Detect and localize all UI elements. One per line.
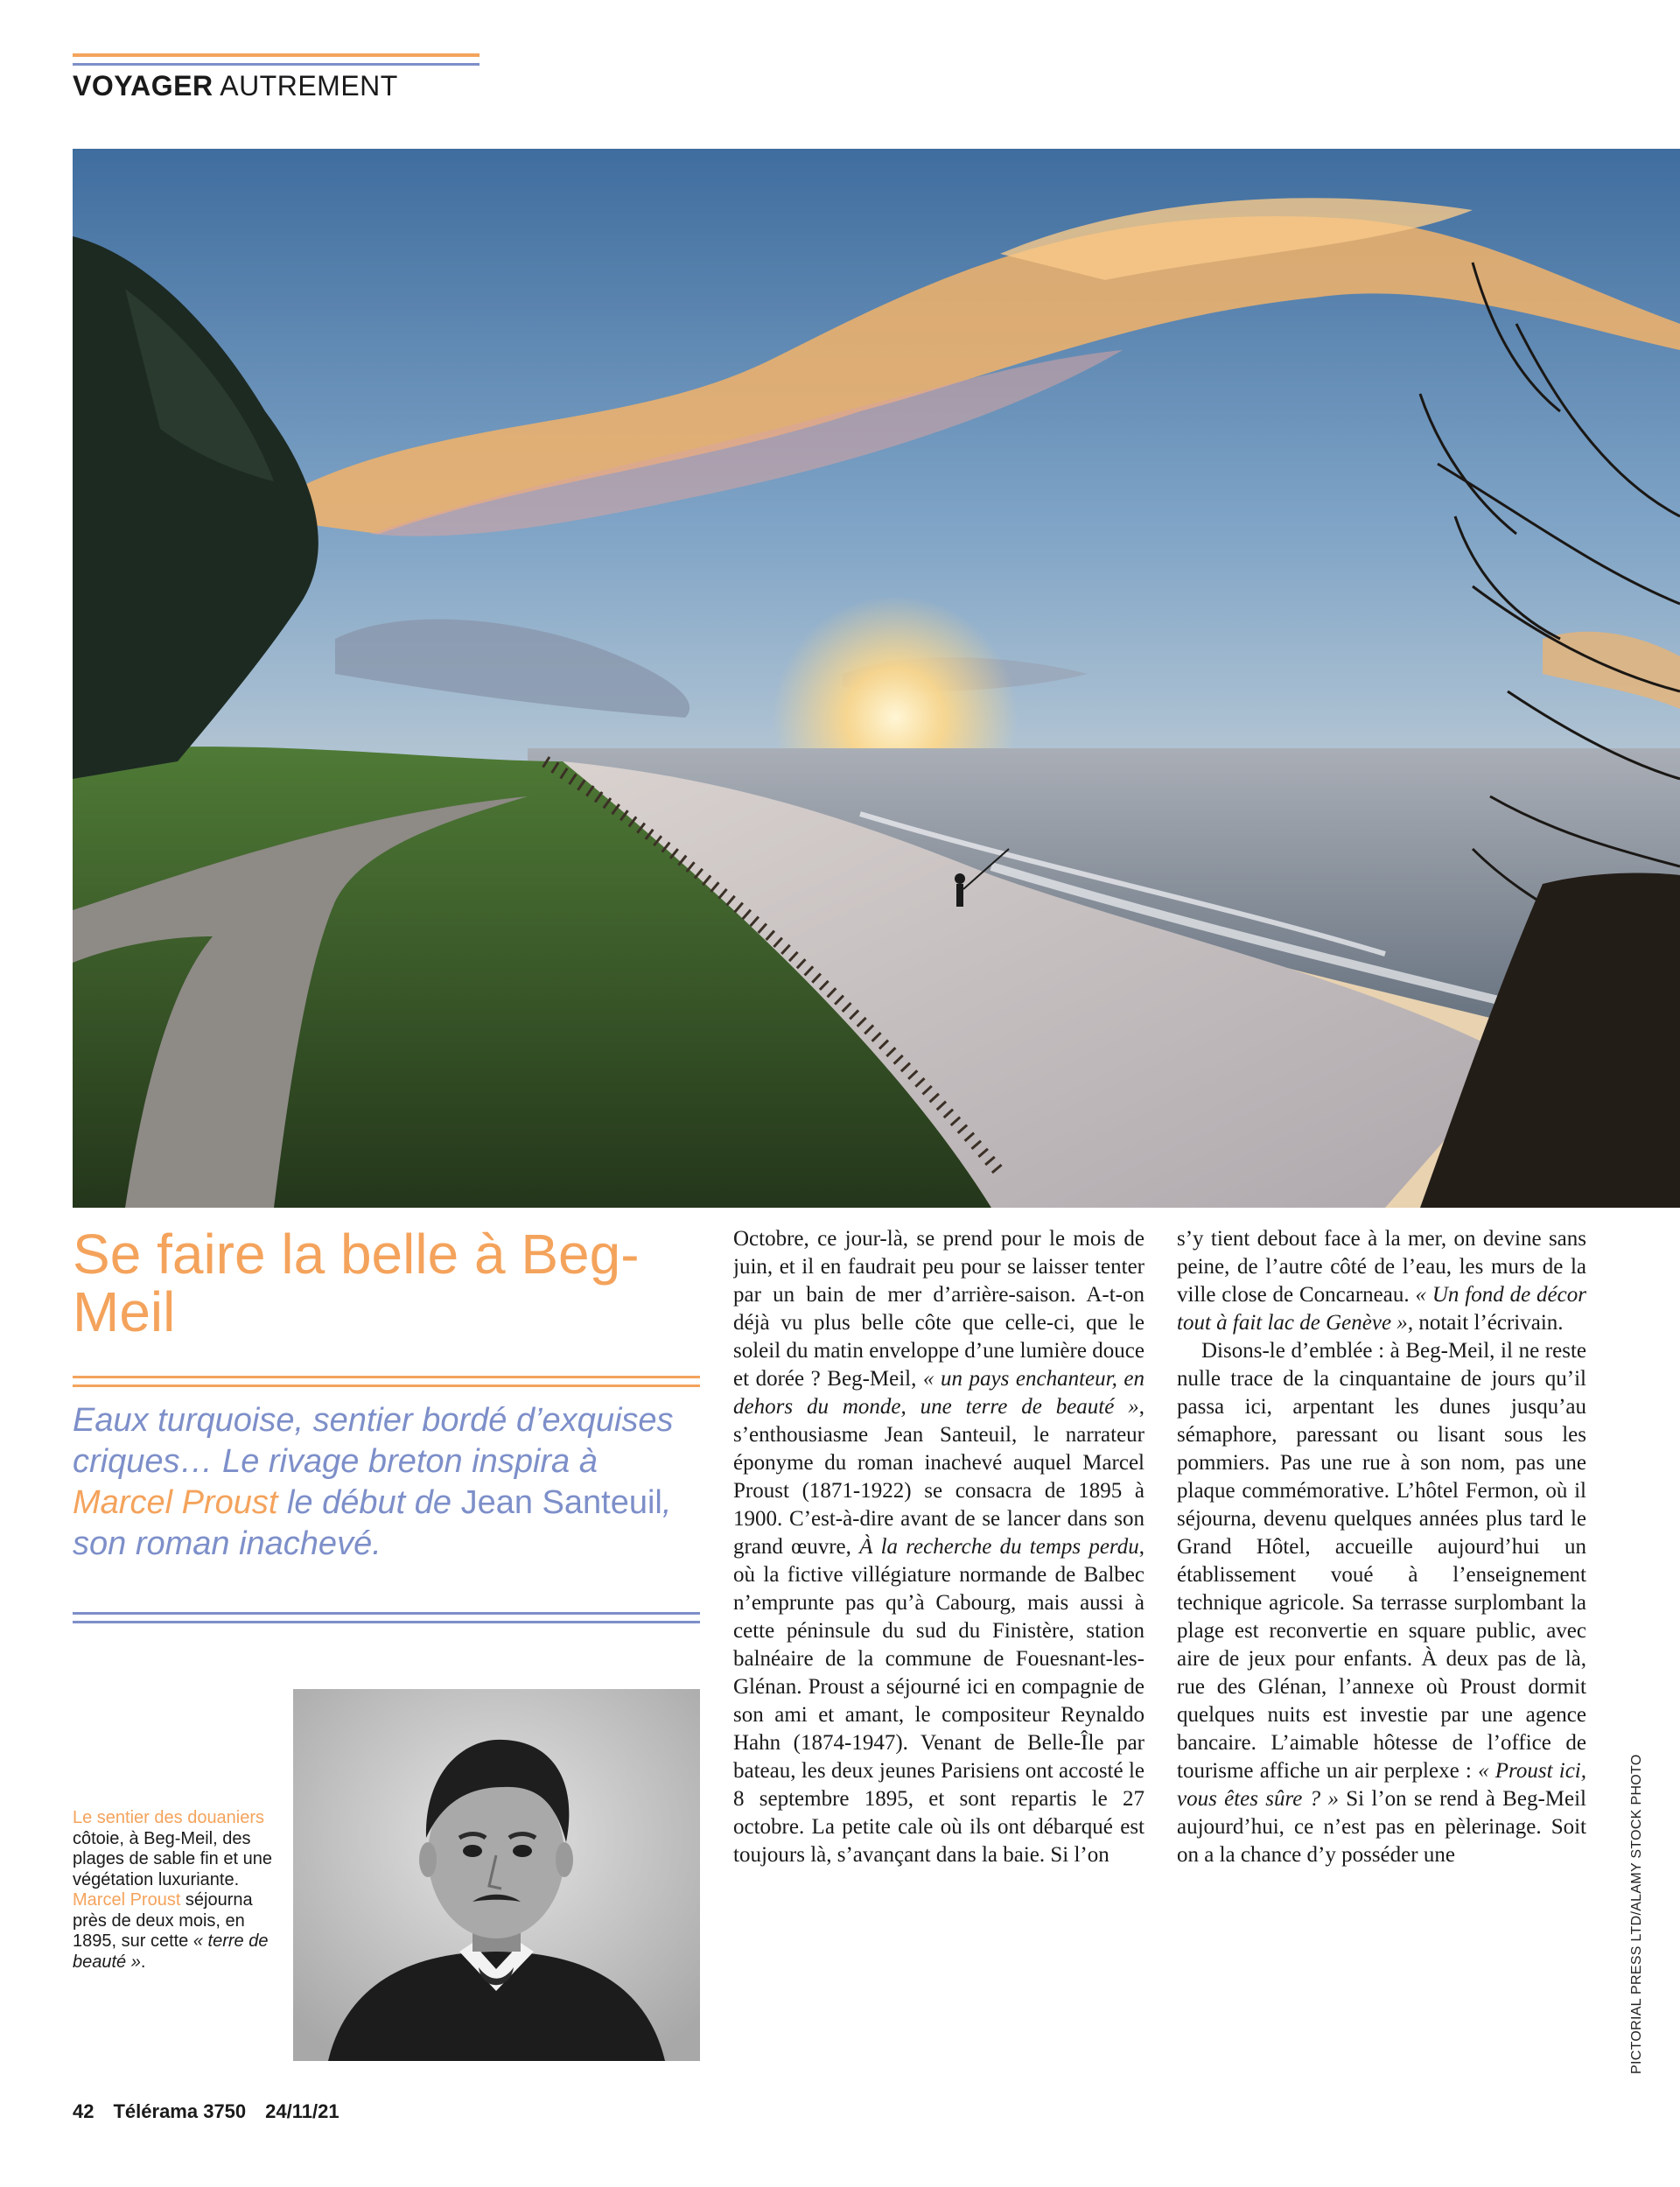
caption-highlight-2: Marcel Proust: [73, 1890, 181, 1910]
lede: [73, 1400, 703, 1565]
lede-rule-blue-2: [73, 1621, 700, 1623]
lede-name: Marcel Proust: [73, 1484, 278, 1521]
photo-credit: PICTORIAL PRESS LTD/ALAMY STOCK PHOTO: [1629, 1754, 1644, 2074]
magazine-issue: Télérama 3750: [113, 2100, 247, 2122]
caption-end: .: [140, 1952, 146, 1972]
body-paragraph-2: [1177, 1337, 1586, 1869]
lede-part-3: , son roman inachevé.: [73, 1484, 672, 1562]
body-text: Si l’on se rend à Beg-Meil aujourd’hui, ce n’est pas en pèlerinage. Soit on a la chance d’y posséder une: [1177, 1787, 1586, 1867]
body-text: s’y tient debout face à la mer, on devine sans peine, de l’autre côté de l’eau, les murs de la ville close de Concarneau.: [1177, 1227, 1586, 1307]
lede-part-2: le début de: [277, 1484, 461, 1521]
body-text: , où la fictive villégiature normande de Balbec n’emprunte pas qu’à Cabourg, mais aussi à cette péninsule du sud du Finistère, station balnéaire de la commune de Fouesnant-les-Glénan. Proust a séjourné ici en compagnie de son ami et amant, le compositeur Reynaldo Hahn (1874-1947). Venant de Belle-Île par bateau, les deux jeunes Parisiens ont accosté le 8 septembre 1895, et sont repartis le 27 octobre. La petite cale où ils ont débarqué est toujours là, s’avançant dans la baie. Si l’on: [733, 1535, 1144, 1867]
portrait-photo: [293, 1689, 700, 2061]
lede-book-title: Jean Santeuil: [460, 1484, 662, 1521]
headline-rule-orange-1: [73, 1376, 700, 1378]
body-paragraph-1: [733, 1225, 1144, 1869]
caption-text-1: côtoie, à Beg-Meil, des plages de sable fin et une végétation luxuriante.: [73, 1828, 272, 1889]
body-column-1: [733, 1225, 1144, 2074]
headline: Se faire la belle à Beg-Meil: [73, 1223, 640, 1343]
lede-part-1: Eaux turquoise, sentier bordé d’exquises criques… Le rivage breton inspira à: [73, 1402, 674, 1480]
headline-rule-orange-2: [73, 1384, 700, 1387]
body-quote: « Un fond de décor tout à fait lac de Genève »: [1177, 1283, 1586, 1335]
body-column-2: [1177, 1225, 1586, 2074]
section-label: [73, 70, 398, 102]
body-text: Octobre, ce jour-là, se prend pour le mois de juin, et il en faudrait peu pour se laisser tenter par un bain de mer d’arrière-saison. A-t-on déjà vu plus belle côte que celle-ci, que le soleil du matin enveloppe d’une lumière douce et dorée ? Beg-Meil,: [733, 1227, 1144, 1391]
body-book-title: À la recherche du temps perdu: [859, 1535, 1139, 1559]
photo-caption: [73, 1808, 274, 1973]
caption-highlight-1: Le sentier des douaniers: [73, 1808, 265, 1827]
body-paragraph-1-continued: [1177, 1225, 1586, 1337]
section-label-bold: VOYAGER: [73, 70, 214, 102]
body-text: Disons-le d’emblée : à Beg-Meil, il ne reste nulle trace de la cinquantaine de jours qu’il passa ici, arpentant les dunes jusqu’au sémaphore, paressant ou lisant sous les pommiers. Pas une rue à son nom, pas une plaque commémorative. L’hôtel Fermon, où il séjourna, devenu quelques années plus tard le Grand Hôtel, accueille aujourd’hui un établissement voué à l’enseignement technique agricole. Sa terrasse surplombant la plage est reconvertie en square public, avec aire de jeux pour enfants. À deux pas de là, rue des Glénan, l’annexe où Proust dormit quelques nuits est investie par une agence bancaire. L’aimable hôtesse de l’office de tourisme affiche un air perplexe :: [1177, 1339, 1586, 1783]
lede-rule-blue-1: [73, 1612, 700, 1615]
body-quote: « un pays enchanteur, en dehors du monde, une terre de beauté »: [733, 1367, 1144, 1419]
caption-quote: « terre de beauté »: [73, 1931, 269, 1972]
section-label-normal: AUTREMENT: [220, 70, 398, 102]
body-quote: « Proust ici, vous êtes sûre ? »: [1177, 1759, 1586, 1811]
caption-text-2: séjourna près de deux mois, en 1895, sur cette: [73, 1890, 253, 1951]
hero-photo: [73, 149, 1680, 1208]
header-rule-orange: [73, 53, 480, 57]
header-rule-blue: [73, 63, 480, 66]
page-number: 42: [73, 2100, 94, 2122]
body-text: , notait l’écrivain.: [1407, 1311, 1564, 1335]
issue-date: 24/11/21: [265, 2100, 340, 2122]
page-footer: [73, 2100, 359, 2123]
body-text: , s’enthousiasme Jean Santeuil, le narrateur éponyme du roman inachevé auquel Marcel Proust (1871-1922) se consacra de 1895 à 1900. C’est-à-dire avant de se lancer dans son grand œuvre,: [733, 1395, 1144, 1559]
